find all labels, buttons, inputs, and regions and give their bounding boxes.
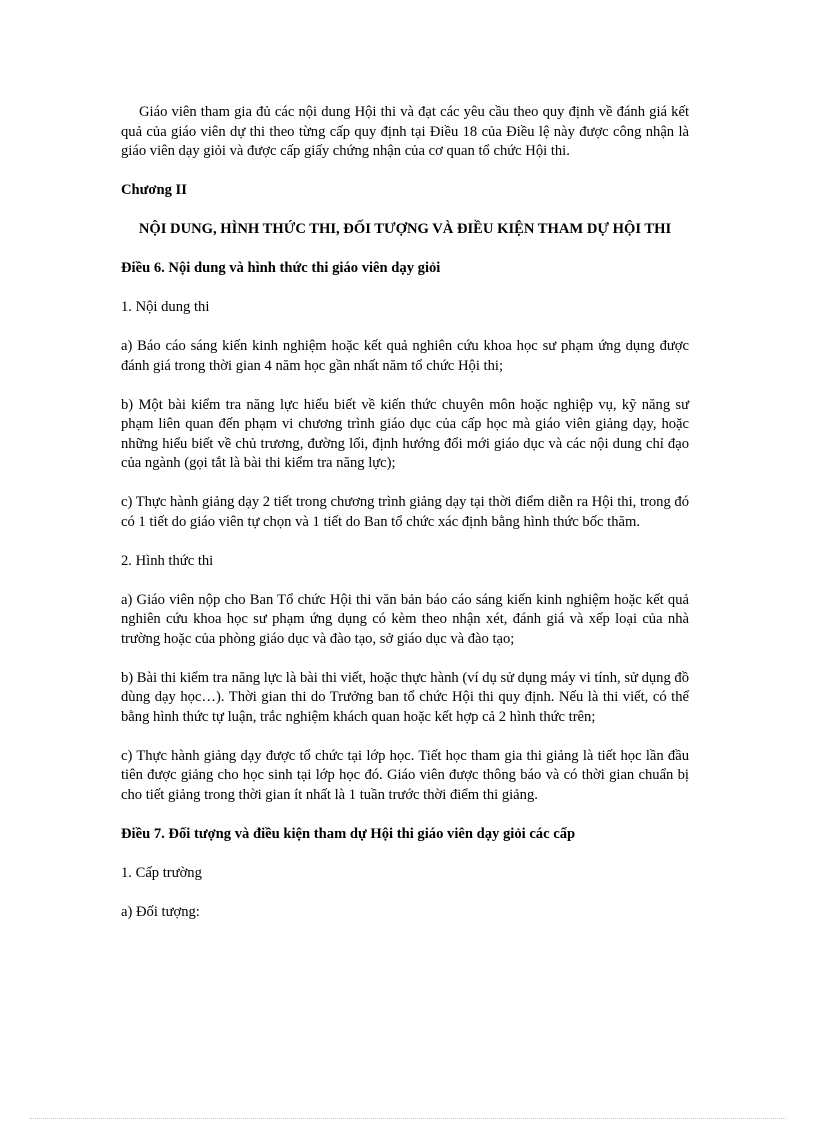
section-cap-truong: 1. Cấp trường (121, 864, 202, 881)
section-2-heading: 2. Hình thức thi (121, 552, 214, 569)
document-page (121, 103, 689, 942)
chapter-heading: Chương II (121, 182, 187, 198)
paragraph-intro: Giáo viên tham gia đủ các nội dung Hội thi và đạt các yêu cầu theo quy định về đánh giá kết quả của giáo viên dự thi theo từng cấp quy định tại Điều 18 của Điều lệ này được công nhận là giáo viên dạy giỏi và được cấp giấy chứng nhận của cơ quan tổ chức Hội thi. (121, 104, 689, 159)
paragraph-1c: c) Thực hành giảng dạy 2 tiết trong chương trình giảng dạy tại thời điểm diễn ra Hội thi, trong đó có 1 tiết do giáo viên tự chọn và 1 tiết do Ban tổ chức xác định bằng hình thức bốc thăm. (121, 494, 689, 530)
page-bottom-border (30, 1118, 786, 1119)
paragraph-1b: b) Một bài kiểm tra năng lực hiểu biết về kiến thức chuyên môn hoặc nghiệp vụ, kỹ năng sư phạm liên quan đến phạm vi chương trình giáo dục của cấp học mà giáo viên giảng dạy, hoặc những hiểu biết về chủ trương, đường lối, định hướng đổi mới giáo dục và các nội dung chỉ đạo của ngành (gọi tắt là bài thi kiểm tra năng lực); (121, 396, 689, 471)
paragraph-doi-tuong: a) Đối tượng: (121, 903, 200, 920)
article-6-heading: Điều 6. Nội dung và hình thức thi giáo viên dạy giỏi (121, 260, 441, 276)
paragraph-2b: b) Bài thi kiểm tra năng lực là bài thi viết, hoặc thực hành (ví dụ sử dụng máy vi tính, sử dụng đồ dùng dạy học…). Thời gian thi do Trưởng ban tổ chức Hội thi quy định. Nếu là thi viết, có thể bằng hình thức tự luận, trắc nghiệm khách quan hoặc kết hợp cả 2 hình thức trên; (121, 669, 689, 725)
paragraph-1a: a) Báo cáo sáng kiến kinh nghiệm hoặc kết quả nghiên cứu khoa học sư phạm ứng dụng được đánh giá trong thời gian 4 năm học gần nhất năm tổ chức Hội thi; (121, 338, 689, 374)
article-7-heading: Điều 7. Đối tượng và điều kiện tham dự Hội thi giáo viên dạy giỏi các cấp (121, 825, 576, 842)
paragraph-2c: c) Thực hành giảng dạy được tổ chức tại lớp học. Tiết học tham gia thi giảng là tiết học lần đầu tiên được giảng cho học sinh tại lớp học đó. Giáo viên được thông báo và có thời gian chuẩn bị cho tiết giảng trong thời gian ít nhất là 1 tuần trước thời điểm thi giảng. (121, 747, 689, 803)
section-1-heading: 1. Nội dung thi (121, 299, 210, 315)
chapter-title: NỘI DUNG, HÌNH THỨC THI, ĐỐI TƯỢNG VÀ ĐIỀU KIỆN THAM DỰ HỘI THI (138, 221, 672, 237)
paragraph-2a: a) Giáo viên nộp cho Ban Tổ chức Hội thi văn bản báo cáo sáng kiến kinh nghiệm hoặc kết quả nghiên cứu khoa học sư phạm ứng dụng có kèm theo nhận xét, đánh giá và xếp loại của nhà trường hoặc của phòng giáo dục và đào tạo, sở giáo dục và đào tạo; (121, 591, 689, 647)
